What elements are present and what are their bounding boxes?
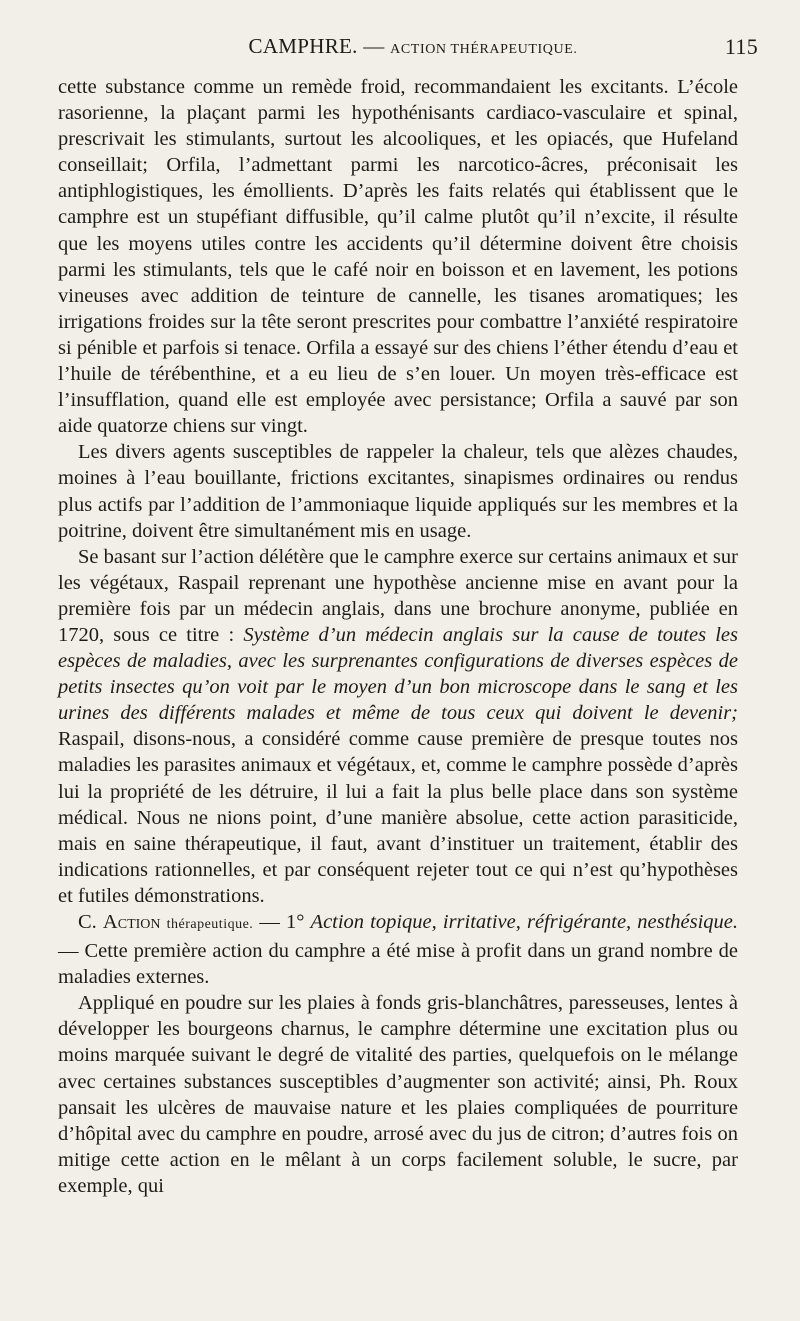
paragraph-heat-agents: Les divers agents susceptibles de rappeler la chaleur, tels que alèzes chaudes, moines à l’eau bouillante, frictions excitantes, sinapismes ordinaires ou rendus plus actifs par l’addition de l’ammoniaque liquide appliqués sur les membres et la poitrine, doivent être simultanément mis en usage. [58,441,738,542]
header-subtitle: ACTION THÉRAPEUTIQUE. [390,42,578,57]
header-title: CAMPHRE. [248,34,358,58]
paragraph-continuation: cette substance comme un remède froid, recommandaient les excitants. L’école rasorienne, la plaçant parmi les hypothénisants cardiaco-vasculaire et spinal, prescrivait les stimulants, surtout les alcooliques, et les opiacés, que Hufeland conseillait; Orfila, l’admettant parmi les narcotico-âcres, préconisait les antiphlogistiques, les émollients. D’après les faits relatés qui établissent que le camphre est un stupéfiant diffusible, qu’il calme plutôt qu’il n’excite, il résulte que les moyens utiles contre les accidents qu’il détermine doivent être choisis parmi les stimulants, tels que le café noir en boisson et en lavement, les potions vineuses avec addition de teinture de cannelle, les tisanes aromatiques; les irrigations froides sur la tête seront prescrites pour combattre l’anxiété respiratoire si pénible et parfois si tenace. Orfila a essayé sur des chiens l’éther étendu d’eau et l’huile de térébenthine, et a eu lieu de s’en louer. Un moyen très-efficace est l’insufflation, quand elle est employée avec persistance; Orfila a sauvé par son aide quatorze chiens sur vingt. [58,76,738,438]
paragraph-raspail-text-b: Raspail, disons-nous, a considéré comme cause première de presque toutes nos maladies les parasites animaux et végétaux, et, comme le camphre possède d’après lui la propriété de les détruire, il lui a fait la plus belle place dans son système médical. Nous ne nions point, d’une manière absolue, cette action parasiticide, mais en saine thérapeutique, il faut, avant d’instituer un traitement, établir des indications rationnelles, et par conséquent rejeter tout ce qui n’est qu’hypothèses et futiles démonstrations. [58,728,738,907]
book-title-italic: Système d’un médecin anglais sur la cause de toutes les espèces de maladies, avec les surprenantes configurations de diverses espèces de petits insectes qu’on voit par le moyen d’un bon microscope dans le sang et les urines des différents malades et même de tous ceux qui doivent le devenir; [58,623,738,725]
section-subtitle-italic: Action topique, irritative, réfrigérante, nesthésique. [310,911,739,933]
running-title [219,34,578,59]
section-number: — 1° [253,911,311,933]
section-therapeutique-word: thérapeutique. [166,917,254,932]
paragraph-raspail [58,544,738,909]
paragraph-powder-application: Appliqué en poudre sur les plaies à fonds gris-blanchâtres, paresseuses, lentes à développer les bourgeons charnus, le camphre détermine une excitation plus ou moins marquée suivant le degré de vitalité des parties, quelquefois on le mélange avec certaines substances susceptibles d’augmenter son activité; ainsi, Ph. Roux pansait les ulcères de mauvaise nature et les plaies compliquées de pourriture d’hôpital avec du camphre en poudre, arrosé avec du jus de citron; d’autres fois on mitige cette action en le mêlant à un corps facilement soluble, le sucre, par exemple, qui [58,992,738,1197]
page-body [58,74,738,1199]
page-number: 115 [724,34,758,59]
section-letter: C. [78,911,97,933]
header-dash: — [363,34,385,58]
section-intro-text: — Cette première action du camphre a été mise à profit dans un grand nombre de maladies externes. [58,940,738,989]
paragraph-raspail-text-a: Se basant sur l’action délétère que le camphre exerce sur certains animaux et sur les végétaux, Raspail reprenant une hypothèse ancienne mise en avant pour la première fois par un médecin anglais, dans une brochure anonyme, publiée en 1720, sous ce titre : [58,545,738,646]
section-heading-paragraph [58,909,738,990]
running-header [58,34,758,74]
section-action-word: Action [102,911,161,933]
